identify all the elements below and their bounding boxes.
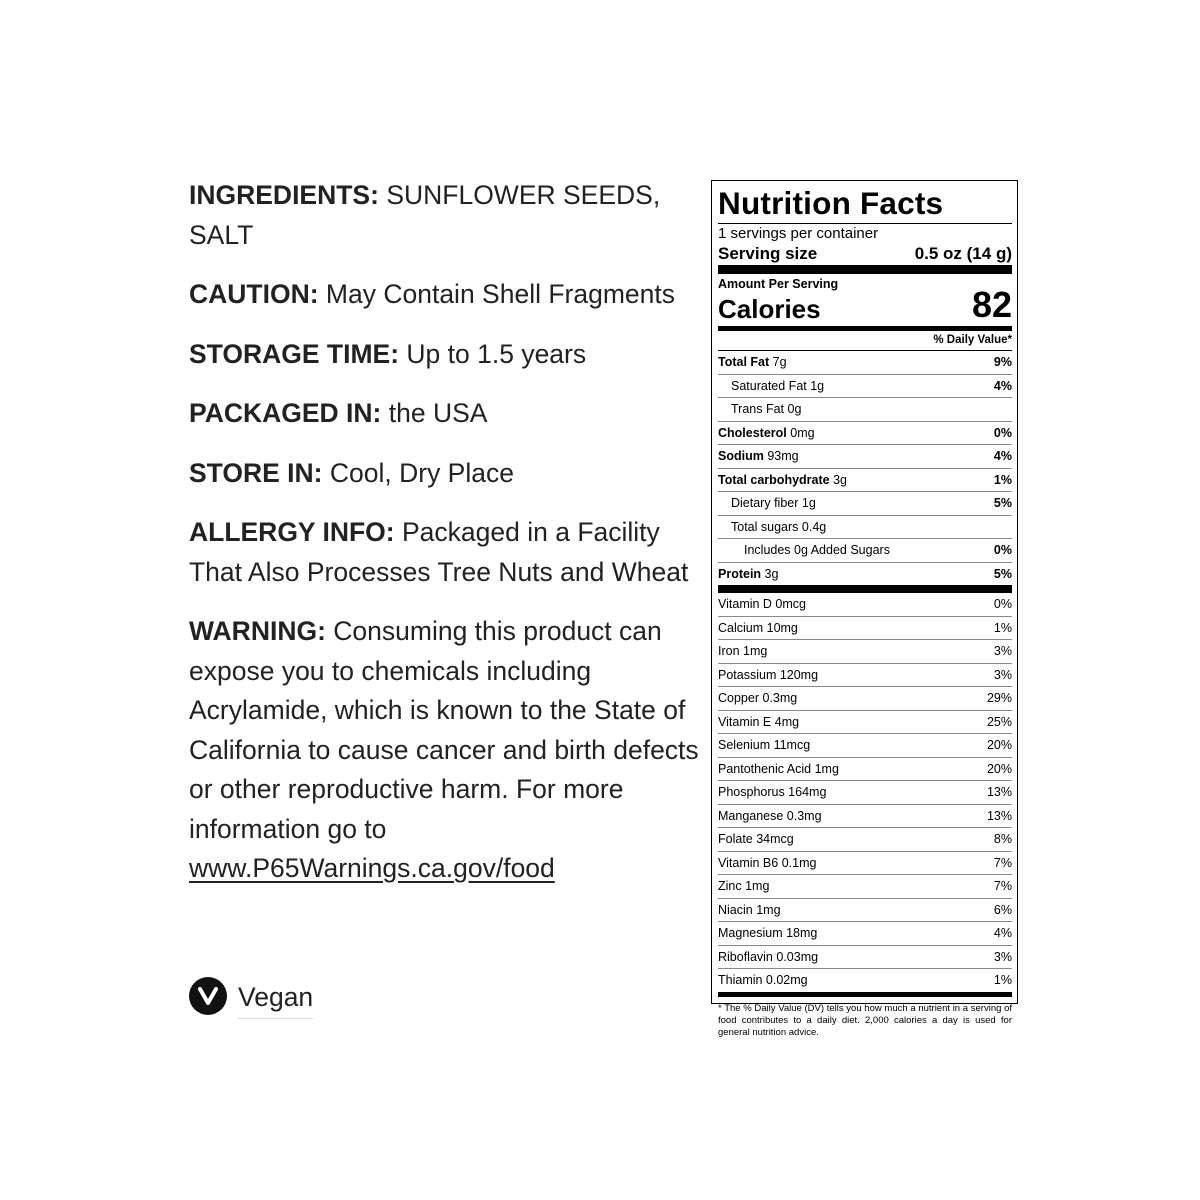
nutrient-name: Saturated Fat	[731, 378, 807, 393]
vitamin-dv: 20%	[986, 761, 1012, 776]
vitamin-label: Manganese 0.3mg	[718, 808, 822, 823]
nutrient-row-total-sugars	[718, 516, 1012, 540]
vitamin-dv: 6%	[993, 902, 1012, 917]
calories-value: 82	[971, 284, 1012, 325]
nutrient-amount: 0.4g	[801, 519, 827, 534]
allergy-block	[189, 513, 704, 592]
vitamin-dv: 13%	[986, 785, 1012, 800]
storage-time-label: STORAGE TIME:	[189, 338, 400, 369]
vitamin-row	[718, 781, 1012, 805]
nutrient-amount: 3g	[833, 472, 847, 487]
medium-divider	[718, 992, 1012, 997]
nutrient-row-total-carbohydrate	[718, 469, 1012, 493]
caution-block	[189, 275, 704, 315]
nutrient-row-cholesterol	[718, 422, 1012, 446]
packaged-in-text: the USA	[388, 398, 488, 428]
caution-label: CAUTION:	[189, 279, 319, 309]
serving-size-value: 0.5 oz (14 g)	[914, 244, 1012, 263]
vitamin-label: Copper 0.3mg	[718, 691, 798, 706]
vitamin-dv: 20%	[986, 738, 1012, 753]
vitamin-row	[718, 828, 1012, 852]
nutrient-amount: 3g	[764, 566, 779, 581]
vitamin-dv: 3%	[993, 949, 1012, 964]
vitamin-dv: 0%	[993, 597, 1012, 612]
vitamin-row	[718, 946, 1012, 970]
vitamin-row	[718, 711, 1012, 735]
vitamin-dv: 3%	[993, 644, 1012, 659]
thick-divider	[718, 585, 1012, 593]
storage-time-block	[189, 335, 704, 375]
vitamin-label: Niacin 1mg	[718, 902, 781, 917]
nutrient-name: Cholesterol	[718, 425, 787, 440]
serving-size-row	[718, 243, 1012, 265]
nutrient-name: Trans Fat	[731, 402, 785, 417]
vegan-label: Vegan	[238, 982, 313, 1019]
vitamin-dv: 29%	[986, 691, 1012, 706]
packaged-in-block	[189, 394, 704, 434]
vitamin-row	[718, 899, 1012, 923]
vitamin-row	[718, 758, 1012, 782]
ingredients-block	[189, 176, 704, 255]
vitamin-dv: 7%	[993, 879, 1012, 894]
vitamin-row	[718, 969, 1012, 992]
nutrient-row-total-fat	[718, 351, 1012, 375]
thick-divider	[718, 265, 1012, 274]
nutrient-row-saturated-fat	[718, 375, 1012, 399]
product-info-panel	[189, 176, 704, 909]
nutrient-dv: 4%	[993, 449, 1012, 464]
vitamin-dv: 4%	[993, 926, 1012, 941]
nutrient-name: Includes 0g Added Sugars	[744, 543, 890, 558]
vitamin-row	[718, 852, 1012, 876]
vitamin-label: Folate 34mcg	[718, 832, 794, 847]
vitamin-dv: 13%	[986, 808, 1012, 823]
vitamin-label: Zinc 1mg	[718, 879, 770, 894]
nutrition-title: Nutrition Facts	[718, 185, 944, 221]
nutrient-amount: 93mg	[767, 449, 799, 464]
nutrition-facts-panel	[711, 180, 1018, 1038]
vitamin-dv: 1%	[993, 973, 1012, 988]
nutrient-row-dietary-fiber	[718, 492, 1012, 516]
nutrient-row-added-sugars	[718, 539, 1012, 563]
caution-text: May Contain Shell Fragments	[325, 279, 675, 309]
vitamin-row	[718, 593, 1012, 617]
nutrient-amount: 0mg	[790, 425, 815, 440]
vitamin-row	[718, 617, 1012, 641]
nutrient-row-sodium	[718, 445, 1012, 469]
p65-warnings-link[interactable]: www.P65Warnings.ca.gov/food	[189, 853, 555, 883]
vitamin-row	[718, 640, 1012, 664]
storage-time-text: Up to 1.5 years	[406, 338, 587, 369]
nutrient-dv: 5%	[993, 566, 1012, 581]
divider	[718, 223, 1012, 224]
vegan-v-icon	[189, 977, 227, 1015]
nutrient-name: Total carbohydrate	[718, 472, 830, 487]
vitamin-row	[718, 922, 1012, 946]
serving-size-label: Serving size	[718, 244, 818, 263]
vegan-badge	[189, 976, 313, 1016]
vitamin-dv: 8%	[993, 832, 1012, 847]
nutrient-name: Sodium	[718, 449, 764, 464]
vitamin-label: Vitamin D 0mcg	[718, 597, 806, 612]
vitamin-label: Vitamin B6 0.1mg	[718, 855, 817, 870]
allergy-text: Packaged in a Facility That Also Processes Tree Nuts and Wheat	[189, 517, 689, 587]
vitamin-dv: 7%	[993, 855, 1012, 870]
nutrient-name: Total sugars	[731, 519, 799, 534]
nutrient-amount: 0g	[787, 402, 802, 417]
store-in-text: Cool, Dry Place	[329, 457, 514, 488]
vitamin-label: Iron 1mg	[718, 644, 768, 659]
vitamin-row	[718, 805, 1012, 829]
packaged-in-label: PACKAGED IN:	[189, 398, 382, 428]
vitamin-label: Calcium 10mg	[718, 620, 798, 635]
nutrient-name: Dietary fiber	[731, 496, 799, 511]
vitamin-label: Selenium 11mcg	[718, 738, 811, 753]
vitamin-label: Magnesium 18mg	[718, 926, 818, 941]
vitamin-label: Pantothenic Acid 1mg	[718, 761, 839, 776]
nutrient-name: Total Fat	[718, 355, 770, 370]
nutrient-dv: 5%	[993, 496, 1012, 511]
vitamin-label: Potassium 120mg	[718, 667, 819, 682]
vitamin-row	[718, 687, 1012, 711]
nutrient-amount: 1g	[810, 378, 825, 393]
daily-value-footnote: * The % Daily Value (DV) tells you how much a nutrient in a serving of food contributes to a daily diet. 2,000 calories a day is used for general nutrition advice.	[718, 1002, 1012, 1038]
calories-label: Calories	[718, 294, 821, 324]
nutrient-dv: 9%	[993, 355, 1012, 370]
vitamin-label: Thiamin 0.02mg	[718, 973, 808, 988]
vitamin-dv: 25%	[986, 714, 1012, 729]
vitamin-label: Phosphorus 164mg	[718, 785, 827, 800]
nutrient-dv: 0%	[993, 425, 1012, 440]
ingredients-label: INGREDIENTS:	[189, 180, 379, 210]
vitamin-dv: 1%	[993, 620, 1012, 635]
vegan-v-glyph	[198, 987, 218, 1005]
nutrient-amount: 7g	[772, 355, 787, 370]
warning-block	[189, 612, 704, 889]
servings-per-container: 1 servings per container	[718, 225, 879, 242]
nutrient-name: Protein	[718, 566, 762, 581]
ingredients-text: SUNFLOWER SEEDS, SALT	[189, 180, 661, 250]
warning-label: WARNING:	[189, 616, 326, 646]
vitamin-row	[718, 734, 1012, 758]
nutrient-dv: 0%	[993, 543, 1012, 558]
vitamin-label: Riboflavin 0.03mg	[718, 949, 819, 964]
amount-per-serving: Amount Per Serving	[718, 277, 839, 291]
vitamin-dv: 3%	[993, 667, 1012, 682]
store-in-label: STORE IN:	[189, 457, 323, 488]
nutrient-dv: 1%	[993, 472, 1012, 487]
allergy-label: ALLERGY INFO:	[189, 517, 395, 547]
daily-value-header: % Daily Value*	[718, 331, 1012, 351]
vitamin-label: Vitamin E 4mg	[718, 714, 800, 729]
vitamin-row	[718, 664, 1012, 688]
warning-text: Consuming this product can expose you to chemicals including Acrylamide, which is known to the State of California to cause cancer and birth defects or other reproductive harm. For more information go to	[189, 616, 699, 844]
vitamins-list	[718, 593, 1012, 992]
store-in-block	[189, 454, 704, 494]
nutrient-amount: 1g	[801, 496, 816, 511]
vitamin-row	[718, 875, 1012, 899]
nutrient-row-protein	[718, 563, 1012, 586]
nutrient-row-trans-fat	[718, 398, 1012, 422]
nutrient-dv: 4%	[993, 378, 1012, 393]
